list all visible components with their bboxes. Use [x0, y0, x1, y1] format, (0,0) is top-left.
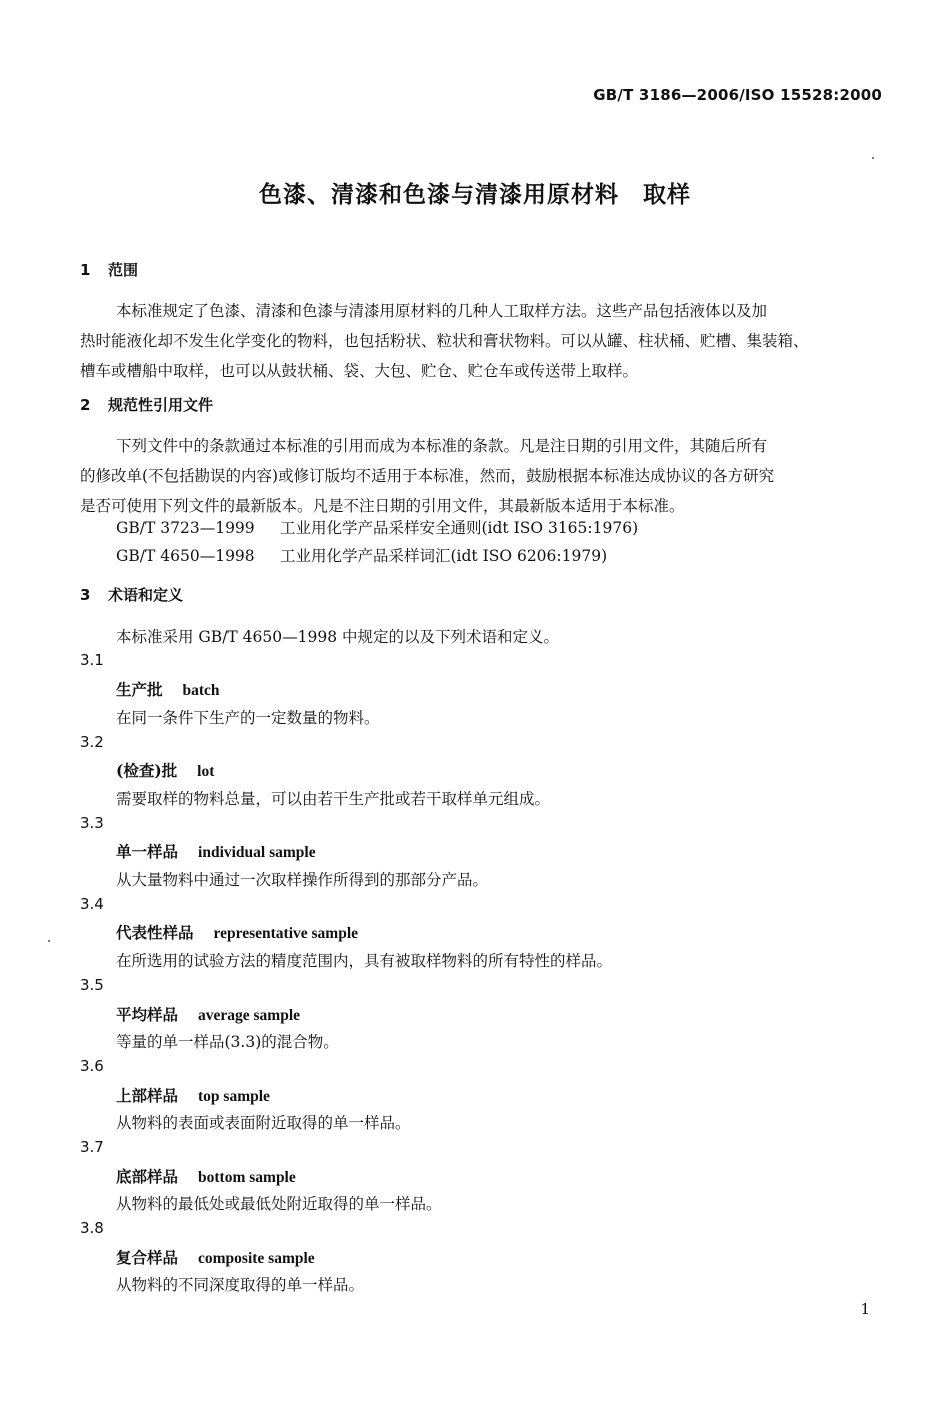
- term-definition: 从大量物料中通过一次取样操作所得到的那部分产品。: [116, 871, 489, 889]
- section-heading-scope: [80, 259, 138, 280]
- term-number: 3.6: [80, 1057, 104, 1075]
- term-name: 底部样品 bottom sample: [116, 1167, 296, 1186]
- reference-code: GB/T 3723—1999: [116, 519, 255, 537]
- reference-title: 工业用化学产品采样词汇(idt ISO 6206:1979): [280, 547, 608, 565]
- section-heading-terms: [80, 584, 183, 605]
- term-name: 上部样品 top sample: [116, 1086, 270, 1105]
- term-number: 3.1: [80, 651, 104, 669]
- section-number: 3: [80, 586, 91, 604]
- section-title: 术语和定义: [108, 586, 184, 604]
- term-definition: 从物料的表面或表面附近取得的单一样品。: [116, 1114, 411, 1132]
- term-number: 3.7: [80, 1138, 104, 1156]
- section-heading-normative-references: [80, 394, 213, 415]
- term-name: 代表性样品 representative sample: [116, 923, 359, 942]
- text-line: 的修改单(不包括勘误的内容)或修订版均不适用于本标准，然而，鼓励根据本标准达成协议的各方研究: [80, 467, 775, 485]
- page-title: 色漆、清漆和色漆与清漆用原材料 取样: [259, 182, 691, 208]
- term-definition: 在所选用的试验方法的精度范围内，具有被取样物料的所有特性的样品。: [116, 952, 613, 970]
- scan-speck: [872, 157, 874, 159]
- term-name: 生产批 batch: [116, 680, 220, 699]
- terms-intro: 本标准采用 GB/T 4650—1998 中规定的以及下列术语和定义。: [116, 628, 560, 646]
- reference-item: [116, 516, 638, 538]
- standard-code: GB/T 3186—2006/ISO 15528:2000: [593, 86, 882, 104]
- term-definition: 需要取样的物料总量，可以由若干生产批或若干取样单元组成。: [116, 790, 551, 808]
- term-number: 3.4: [80, 895, 104, 913]
- term-name: 平均样品 average sample: [116, 1005, 301, 1024]
- term-name: 单一样品 individual sample: [116, 842, 316, 861]
- text-line: 热时能液化却不发生化学变化的物料，也包括粉状、粒状和膏状物料。可以从罐、柱状桶、贮槽、集装箱、: [80, 332, 809, 350]
- text-line: 槽车或槽船中取样，也可以从鼓状桶、袋、大包、贮仓、贮仓车或传送带上取样。: [80, 362, 639, 380]
- term-number: 3.2: [80, 733, 104, 751]
- text-line: 本标准规定了色漆、清漆和色漆与清漆用原材料的几种人工取样方法。这些产品包括液体以及加: [116, 302, 768, 320]
- section-number: 1: [80, 261, 91, 279]
- term-definition: 从物料的最低处或最低处附近取得的单一样品。: [116, 1195, 442, 1213]
- normative-paragraph: [80, 431, 880, 521]
- scan-speck: [48, 940, 50, 942]
- term-definition: 等量的单一样品(3.3)的混合物。: [116, 1033, 339, 1051]
- reference-title: 工业用化学产品采样安全通则(idt ISO 3165:1976): [280, 519, 639, 537]
- section-title: 范围: [108, 261, 139, 279]
- term-name: (检查)批 lot: [116, 761, 215, 780]
- reference-item: [116, 544, 607, 566]
- term-name: 复合样品 composite sample: [116, 1248, 315, 1267]
- page-number: 1: [860, 1300, 870, 1318]
- reference-code: GB/T 4650—1998: [116, 547, 255, 565]
- term-definition: 从物料的不同深度取得的单一样品。: [116, 1276, 365, 1294]
- term-number: 3.3: [80, 814, 104, 832]
- term-definition: 在同一条件下生产的一定数量的物料。: [116, 709, 380, 727]
- section-title: 规范性引用文件: [108, 396, 214, 414]
- term-number: 3.8: [80, 1219, 104, 1237]
- text-line: 下列文件中的条款通过本标准的引用而成为本标准的条款。凡是注日期的引用文件，其随后所有: [116, 437, 768, 455]
- term-number: 3.5: [80, 976, 104, 994]
- text-line: 是否可使用下列文件的最新版本。凡是不注日期的引用文件，其最新版本适用于本标准。: [80, 497, 685, 515]
- section-number: 2: [80, 396, 91, 414]
- scope-paragraph: [80, 296, 880, 386]
